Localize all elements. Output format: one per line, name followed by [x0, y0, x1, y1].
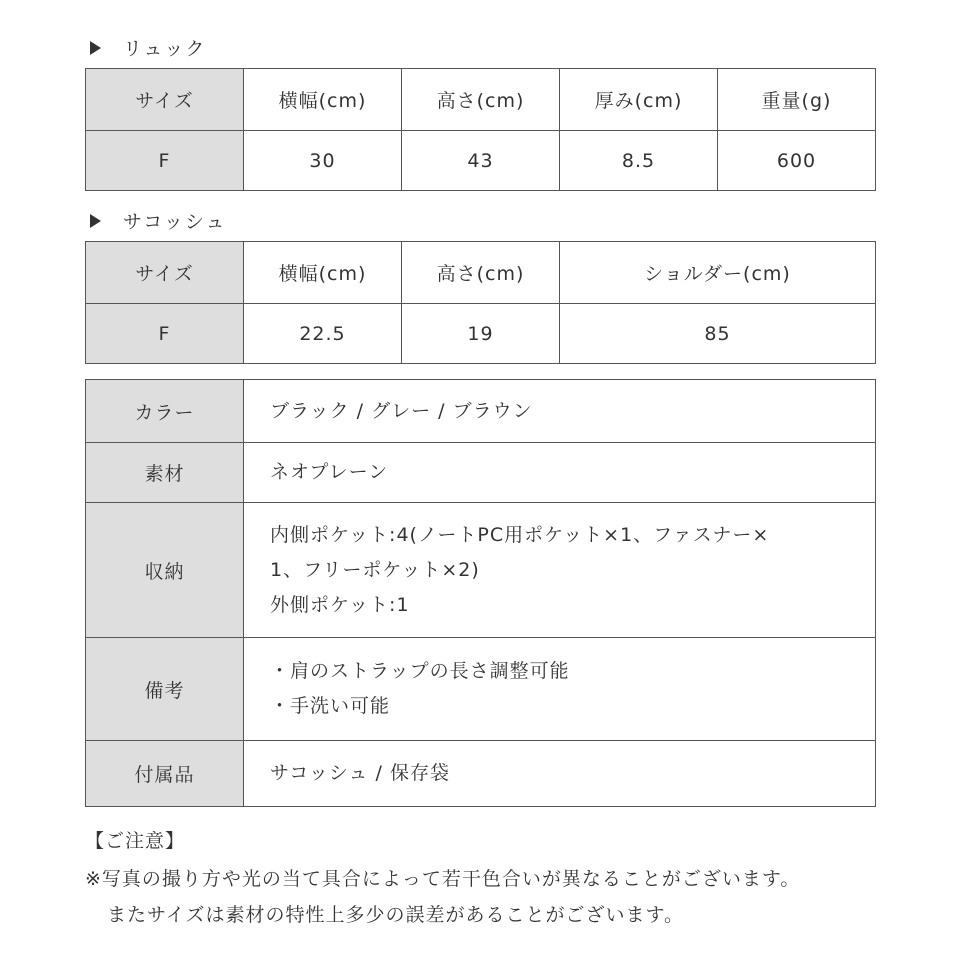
storage-line-3: 外側ポケット:1 [270, 593, 410, 616]
cell-depth: 8.5 [560, 131, 718, 191]
remarks-line-1: ・肩のストラップの長さ調整可能 [270, 660, 570, 682]
spec-row-storage [86, 503, 876, 638]
spec-value-material: ネオプレーン [244, 443, 876, 503]
header-height: 高さ(cm) [402, 242, 560, 304]
section-title-sacoche-text: サコッシュ [123, 211, 227, 233]
spec-label-color: カラー [86, 380, 244, 443]
table-header-row [86, 242, 876, 304]
spec-value-accessories: サコッシュ / 保存袋 [244, 741, 876, 807]
header-size: サイズ [86, 242, 244, 304]
table-row [86, 131, 876, 191]
header-height: 高さ(cm) [402, 69, 560, 131]
header-shoulder: ショルダー(cm) [560, 242, 876, 304]
notice-line-1: ※写真の撮り方や光の当て具合によって若干色合いが異なることがございます。 [85, 868, 801, 890]
table-row [86, 304, 876, 364]
section-title-rucksack-text: リュック [123, 38, 207, 60]
spec-row-accessories [86, 741, 876, 807]
remarks-line-2: ・手洗い可能 [270, 695, 391, 717]
spec-row-color [86, 380, 876, 443]
notice-line-2: またサイズは素材の特性上多少の誤差があることがございます。 [107, 904, 684, 926]
spec-label-accessories: 付属品 [86, 741, 244, 807]
cell-width: 22.5 [244, 304, 402, 364]
sacoche-size-table [85, 241, 876, 364]
rucksack-size-table [85, 68, 876, 191]
header-depth: 厚み(cm) [560, 69, 718, 131]
header-weight: 重量(g) [718, 69, 876, 131]
storage-line-2: 1、フリーポケット×2) [270, 558, 480, 581]
cell-shoulder: 85 [560, 304, 876, 364]
header-width: 横幅(cm) [244, 69, 402, 131]
spec-table [85, 379, 876, 807]
cell-height: 43 [402, 131, 560, 191]
section-title-rucksack [90, 34, 206, 61]
spec-value-storage [244, 503, 876, 638]
spec-value-color: ブラック / グレー / ブラウン [244, 380, 876, 443]
header-width: 横幅(cm) [244, 242, 402, 304]
cell-weight: 600 [718, 131, 876, 191]
triangle-right-icon [90, 214, 101, 228]
header-size: サイズ [86, 69, 244, 131]
spec-value-remarks [244, 638, 876, 741]
cell-width: 30 [244, 131, 402, 191]
spec-label-remarks: 備考 [86, 638, 244, 741]
spec-row-remarks [86, 638, 876, 741]
triangle-right-icon [90, 41, 101, 55]
spec-row-material [86, 443, 876, 503]
table-header-row [86, 69, 876, 131]
storage-line-1: 内側ポケット:4(ノートPC用ポケット×1、ファスナー× [270, 523, 770, 546]
cell-size: F [86, 131, 244, 191]
cell-height: 19 [402, 304, 560, 364]
spec-label-storage: 収納 [86, 503, 244, 638]
spec-label-material: 素材 [86, 443, 244, 503]
section-title-sacoche [90, 207, 226, 234]
notice-title: 【ご注意】 [85, 830, 186, 852]
cell-size: F [86, 304, 244, 364]
